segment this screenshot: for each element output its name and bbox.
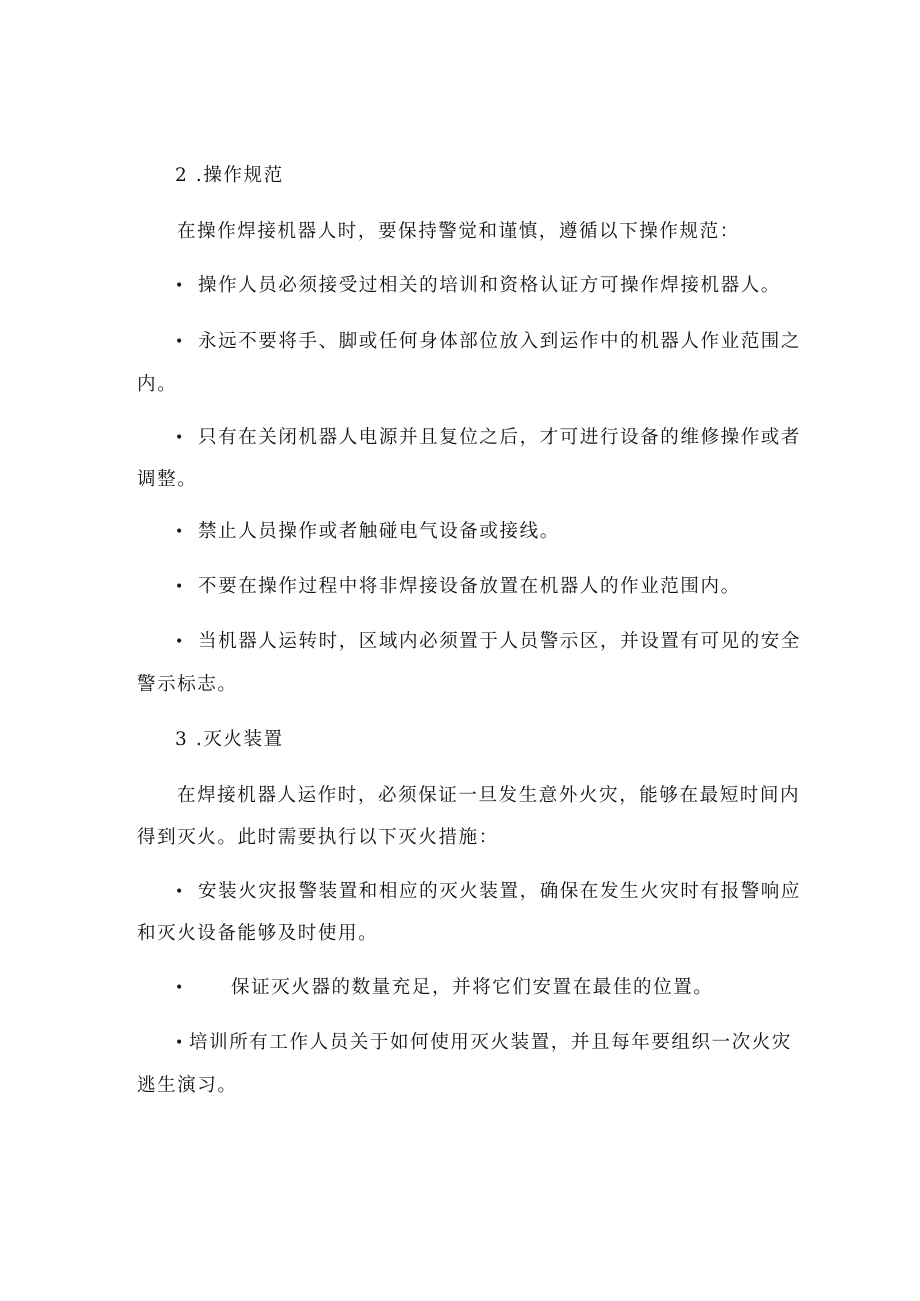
section-heading: 3 .灭火装置 — [175, 729, 284, 750]
bullet-text: 操作人员必须接受过相关的培训和资格认证方可操作焊接机器人。 — [198, 275, 781, 296]
bullet-icon: • — [175, 334, 184, 350]
section-intro-continued: 得到灭火。此时需要执行以下灭火措施： — [137, 827, 499, 848]
bullet-text: 只有在关闭机器人电源并且复位之后，才可进行设备的维修操作或者 — [198, 427, 802, 448]
bullet-text: 培训所有工作人员关于如何使用灭火装置，并且每年要组织一次火灾 — [189, 1032, 793, 1053]
bullet-text: 保证灭火器的数量充足，并将它们安置在最佳的位置。 — [231, 977, 714, 998]
bullet-icon: • — [175, 634, 184, 650]
bullet-text: 禁止人员操作或者触碰电气设备或接线。 — [198, 521, 560, 542]
section-intro: 在焊接机器人运作时，必须保证一旦发生意外火灾，能够在最短时间内 — [177, 785, 801, 806]
bullet-icon: • — [175, 430, 184, 446]
bullet-text: 安装火灾报警装置和相应的灭火装置，确保在发生火灾时有报警响应 — [198, 881, 802, 902]
bullet-text: 永远不要将手、脚或任何身体部位放入到运作中的机器人作业范围之 — [198, 331, 802, 352]
bullet-icon: • — [175, 278, 184, 294]
bullet-text-continued: 和灭火设备能够及时使用。 — [137, 923, 379, 944]
section-intro: 在操作焊接机器人时，要保持警觉和谨慎，遵循以下操作规范： — [177, 221, 740, 242]
bullet-icon: • — [175, 524, 184, 540]
bullet-icon: • — [175, 1035, 184, 1051]
bullet-icon: • — [175, 980, 184, 996]
bullet-text-continued: 警示标志。 — [137, 674, 238, 695]
bullet-icon: • — [175, 579, 184, 595]
bullet-icon: • — [175, 884, 184, 900]
bullet-text-continued: 内。 — [137, 374, 178, 395]
section-heading: 2 .操作规范 — [175, 165, 284, 186]
bullet-text-continued: 逃生演习。 — [137, 1075, 238, 1096]
bullet-text: 当机器人运转时，区域内必须置于人员警示区，并设置有可见的安全 — [198, 631, 802, 652]
bullet-text-continued: 调整。 — [137, 469, 198, 490]
bullet-text: 不要在操作过程中将非焊接设备放置在机器人的作业范围内。 — [198, 576, 741, 597]
